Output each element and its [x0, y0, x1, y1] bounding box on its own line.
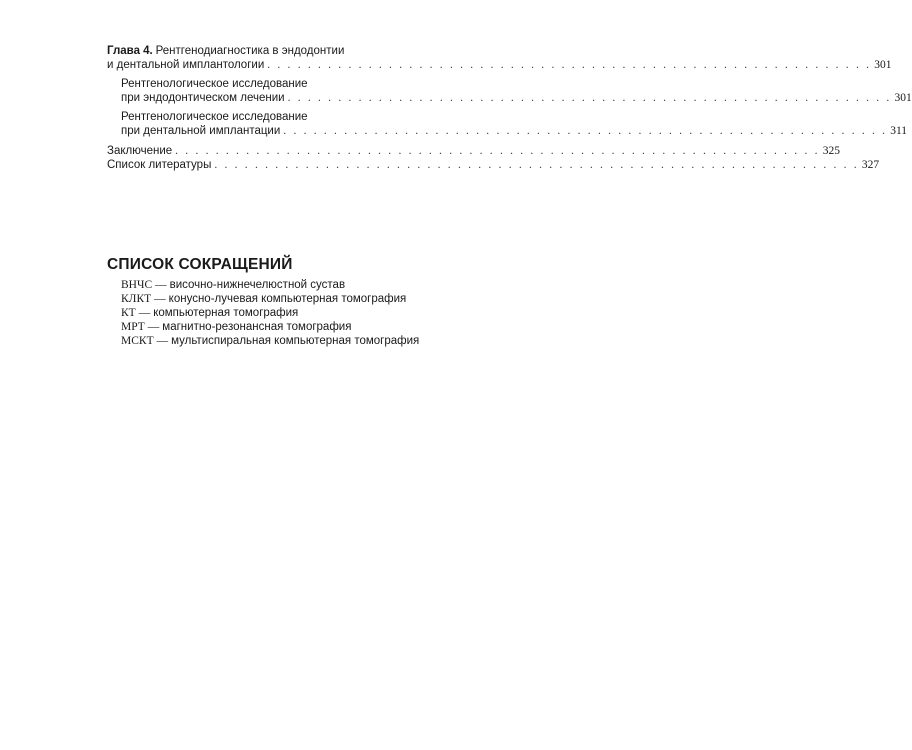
- abbreviation-definition: конусно-лучевая компьютерная томография: [168, 293, 407, 305]
- abbreviation-term: МСКТ: [121, 335, 154, 347]
- toc-page-number: 327: [861, 159, 880, 171]
- abbreviations-list: [107, 278, 507, 348]
- subsection-title-line2: при эндодонтическом лечении: [121, 92, 285, 104]
- dot-leader: . . . . . . . . . . . . . . . . . . . . . . . . . . . . . . . . . . . . . . . . . . . . . . . . . . . . . . . . . . . .: [267, 59, 872, 71]
- abbreviation-term: КЛКТ: [121, 293, 152, 305]
- abbreviation-dash: —: [154, 293, 166, 305]
- toc-leader-line: [121, 91, 912, 105]
- chapter-label: Глава 4.: [107, 45, 153, 57]
- toc-leader-line: [107, 144, 840, 158]
- subsection-title-line2: при дентальной имплантации: [121, 125, 281, 137]
- dot-leader: . . . . . . . . . . . . . . . . . . . . . . . . . . . . . . . . . . . . . . . . . . . . . . . . . . . . . . . . . . . . . . . .: [175, 145, 820, 157]
- toc-conclusion[interactable]: [107, 144, 840, 158]
- toc-subsection-implantation[interactable]: [107, 110, 908, 138]
- toc-page-number: 325: [822, 145, 840, 157]
- abbreviation-term: МРТ: [121, 321, 145, 333]
- toc-chapter-title-line: [107, 44, 502, 58]
- abbreviation-dash: —: [147, 321, 160, 333]
- references-label: Список литературы: [107, 159, 212, 171]
- toc-page-number: 311: [890, 125, 908, 137]
- chapter-title-line1: Рентгенодиагностика в эндодонтии: [155, 45, 345, 57]
- toc-chapter-4[interactable]: [107, 44, 892, 72]
- abbreviation-term: КТ: [121, 307, 136, 319]
- chapter-title-line2: и дентальной имплантологии: [107, 59, 265, 71]
- abbreviation-term: ВНЧС: [121, 279, 153, 291]
- list-item: [121, 278, 507, 292]
- toc-leader-line: [107, 58, 892, 72]
- abbreviation-dash: —: [156, 335, 169, 347]
- abbreviations-heading: СПИСОК СОКРАЩЕНИЙ: [107, 256, 293, 273]
- abbreviations-section: [107, 256, 507, 348]
- toc-page-number: 301: [874, 59, 892, 71]
- toc-leader-line: [107, 158, 880, 172]
- subsection-title-line1: Рентгенологическое исследование: [121, 111, 308, 123]
- abbreviation-dash: —: [138, 307, 151, 319]
- dot-leader: . . . . . . . . . . . . . . . . . . . . . . . . . . . . . . . . . . . . . . . . . . . . . . . . . . . . . . . . . . . .: [287, 92, 892, 104]
- table-of-contents: [107, 44, 912, 172]
- subsection-title-line1: Рентгенологическое исследование: [121, 78, 308, 90]
- toc-references[interactable]: [107, 158, 880, 172]
- dot-leader: . . . . . . . . . . . . . . . . . . . . . . . . . . . . . . . . . . . . . . . . . . . . . . . . . . . . . . . . . . . . . . . .: [214, 159, 859, 171]
- conclusion-label: Заключение: [107, 145, 173, 157]
- abbreviation-definition: магнитно-резонансная томография: [162, 321, 352, 333]
- abbreviation-definition: височно-нижнечелюстной сустав: [169, 279, 346, 291]
- toc-page-number: 301: [894, 92, 912, 104]
- abbreviation-definition: компьютерная томография: [153, 307, 299, 319]
- abbreviation-dash: —: [155, 279, 167, 291]
- list-item: [121, 320, 507, 334]
- toc-subsection-endodontic[interactable]: [107, 77, 912, 105]
- list-item: [121, 334, 507, 348]
- toc-leader-line: [121, 124, 908, 138]
- abbreviation-definition: мультиспиральная компьютерная томография: [171, 335, 420, 347]
- dot-leader: . . . . . . . . . . . . . . . . . . . . . . . . . . . . . . . . . . . . . . . . . . . . . . . . . . . . . . . . . . . .: [283, 125, 888, 137]
- list-item: [121, 292, 507, 306]
- list-item: [121, 306, 507, 320]
